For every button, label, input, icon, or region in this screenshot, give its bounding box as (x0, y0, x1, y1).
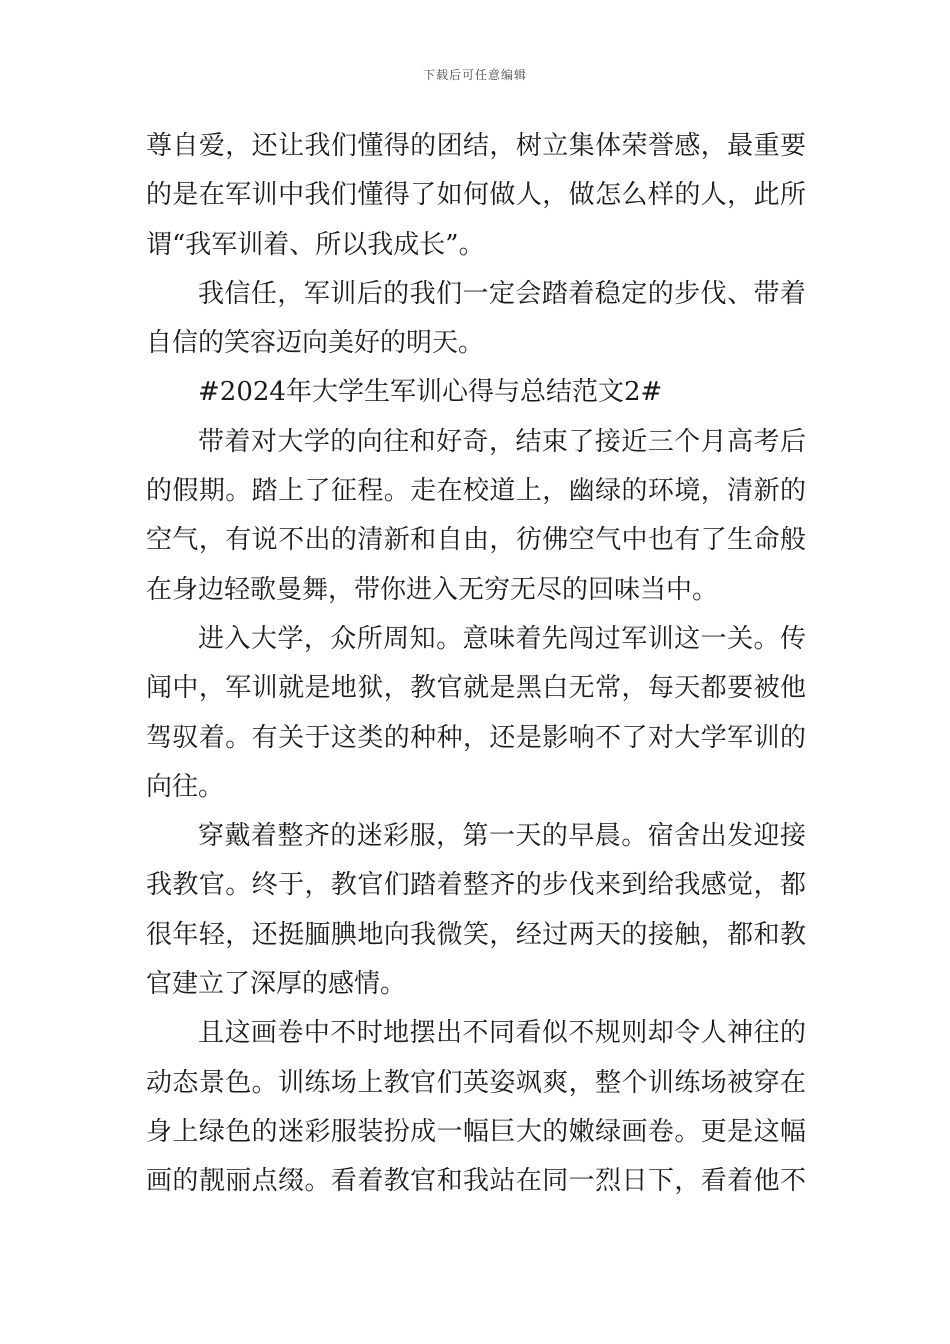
text-line: 进入大学，众所周知。意味着先闯过军训这一关。传 (198, 623, 806, 654)
text-line: 动态景色。训练场上教官们英姿飒爽，整个训练场被穿在 (146, 1067, 806, 1098)
text-line: 带着对大学的向往和好奇，结束了接近三个月高考后 (198, 426, 806, 457)
text-line: 向往。 (146, 771, 225, 802)
text-line: 穿戴着整齐的迷彩服，第一天的早晨。宿舍出发迎接 (198, 821, 806, 852)
text-line: 空气，有说不出的清新和自由，彷佛空气中也有了生命般 (146, 525, 806, 556)
text-line: 驾驭着。有关于这类的种种，还是影响不了对大学军训的 (146, 722, 806, 753)
text-line: 闻中，军训就是地狱，教官就是黑白无常，每天都要被他 (146, 673, 806, 704)
text-line: 我教官。终于，教官们踏着整齐的步伐来到给我感觉，都 (146, 870, 806, 901)
text-line: 的假期。踏上了征程。走在校道上，幽绿的环境，清新的 (146, 476, 806, 507)
text-line: 谓“我军训着、所以我成长”。 (146, 229, 485, 260)
text-line: 且这画卷中不时地摆出不同看似不规则却令人神往的 (198, 1018, 806, 1049)
text-line: 的是在军训中我们懂得了如何做人，做怎么样的人，此所 (146, 180, 806, 211)
document-body (146, 122, 806, 1207)
text-line: 我信任，军训后的我们一定会踏着稳定的步伐、带着 (198, 278, 806, 309)
text-line: 画的靓丽点缀。看着教官和我站在同一烈日下，看着他不 (146, 1166, 806, 1197)
text-line: 尊自爱，还让我们懂得的团结，树立集体荣誉感，最重要 (146, 131, 806, 161)
text-line: 自信的笑容迈向美好的明天。 (146, 328, 485, 359)
text-line: 在身边轻歌曼舞，带你进入无穷无尽的回味当中。 (146, 574, 719, 605)
text-line: #2024年大学生军训心得与总结范文2# (198, 377, 663, 408)
text-line: 官建立了深厚的感情。 (146, 969, 407, 1000)
text-line: 身上绿色的迷彩服装扮成一幅巨大的嫩绿画卷。更是这幅 (146, 1116, 806, 1147)
text-line: 很年轻，还挺腼腆地向我微笑，经过两天的接触，都和教 (146, 919, 806, 950)
page-header: 下载后可任意编辑 (422, 68, 527, 82)
